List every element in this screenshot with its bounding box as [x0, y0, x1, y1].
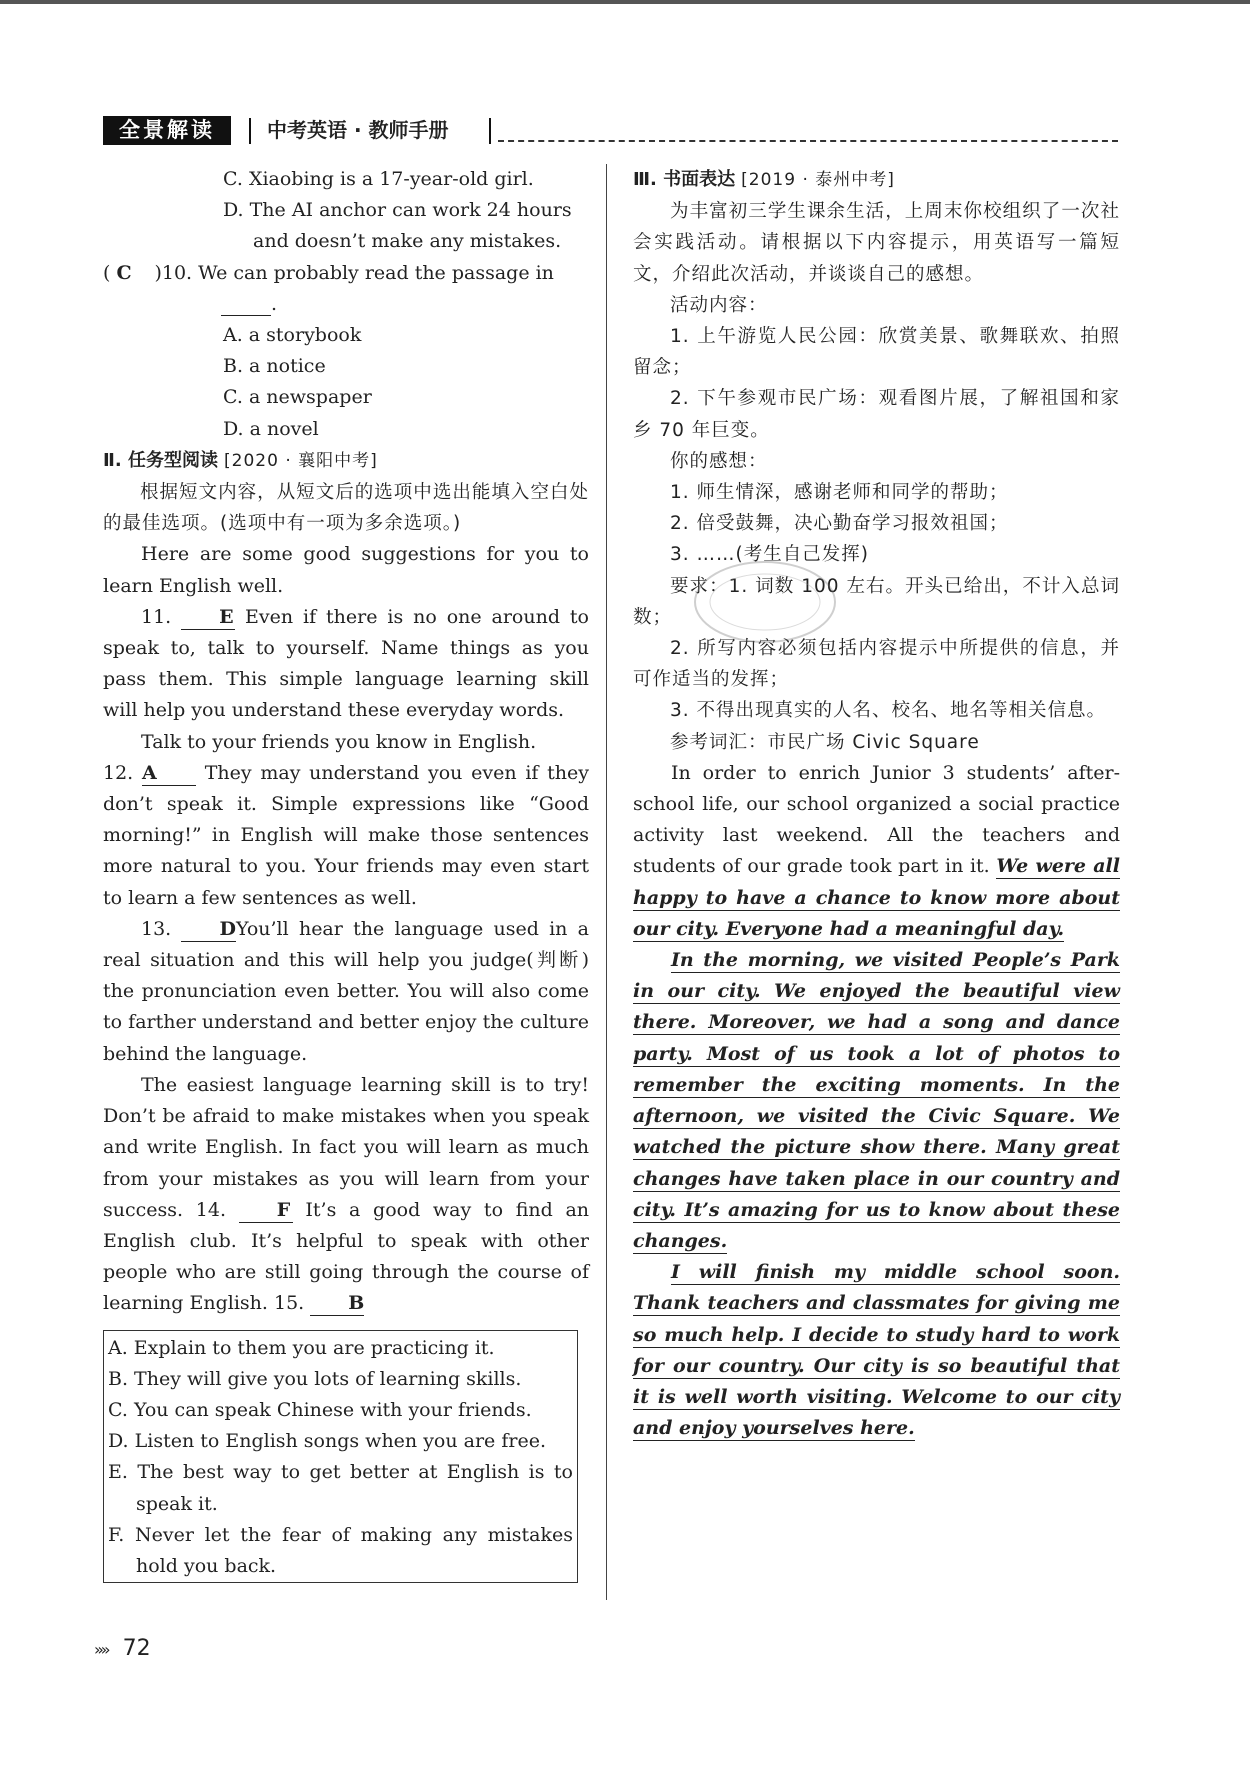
section2-title: Ⅱ. 任务型阅读 — [103, 449, 218, 471]
requirement-label: 要求： — [670, 575, 729, 597]
choice-b: B. They will give you lots of learning skills. — [108, 1367, 522, 1390]
choice-e: E. The best way to get better at English is to speak it. — [108, 1461, 573, 1515]
requirement-2: 2. 所写内容必须包括内容提示中所提供的信息，并可作适当的发挥； — [633, 638, 1120, 691]
requirement-3: 3. 不得出现真实的人名、校名、地名等相关信息。 — [670, 700, 1107, 722]
header-bar-right — [489, 118, 491, 144]
choice-d: D. Listen to English songs when you are free. — [108, 1430, 546, 1453]
q10-blank-tail: . — [271, 292, 278, 315]
essay-p2 — [633, 945, 1120, 1257]
column-divider — [606, 164, 607, 1600]
q10-option-b: B. a notice — [223, 355, 326, 378]
left-column — [103, 164, 589, 1583]
blank-15-num: 15. — [273, 1292, 305, 1315]
requirement-1-text: 1. 词数 100 左右。开头已给出，不计入总词数； — [633, 575, 1120, 628]
essay-p1-end: We were all happy to have a chance to know more about our city. Everyone had a meaningful day. — [633, 855, 1120, 940]
feeling-item-1: 1. 师生情深，感谢老师和同学的帮助； — [670, 482, 1009, 504]
section3-title: Ⅲ. 书面表达 — [633, 169, 736, 190]
q10-option-a: A. a storybook — [223, 324, 362, 347]
page-header — [103, 116, 1118, 148]
q9-option-d: D. The AI anchor can work 24 hours — [223, 199, 572, 222]
essay-p2-text: In the morning, we visited People’s Park in our city. We enjoyed the beautiful view there. Moreover, we had a song and dance party. Most of us took a lot of photos to remember the exciting moments. In the afternoon, we visited the Civic Square. We watched the picture show there. Many great changes have taken place in our country and city. It’s amazing for us to know about these changes. — [633, 949, 1120, 1252]
section2-heading — [103, 445, 589, 477]
q10-option-c: C. a newspaper — [223, 386, 372, 409]
q9-option-c: C. Xiaobing is a 17-year-old girl. — [223, 168, 534, 190]
q10-answer: C — [116, 261, 132, 284]
essay-p3-text: I will finish my middle school soon. Thank teachers and classmates for giving me so much help. I decide to study hard to work for our country. Our city is so beautiful that it is well worth visiting. Welcome to our city and enjoy yourselves here. — [633, 1261, 1120, 1440]
activity-item-2: 2. 下午参观市民广场：观看图片展，了解祖国和家乡 70 年巨变。 — [633, 388, 1120, 441]
header-title: 中考英语 · 教师手册 — [267, 118, 449, 142]
feeling-item-3: 3. ……(考生自己发挥) — [670, 544, 869, 566]
blank-14-answer: F — [239, 1198, 293, 1223]
section2-source: [2020 · 襄阳中考] — [224, 450, 378, 471]
essay-start: In order to enrich Junior 3 students’ after-school life, our school organized a social practice activity last weekend. All the teachers and students of our grade took part in it. — [633, 761, 1120, 878]
passage-p14-text-b: It’s a good way to find an English club. It’s helpful to speak with other people who are still going through the course of learning English. — [103, 1198, 590, 1315]
feeling-item-2: 2. 倍受鼓舞，决心勤奋学习报效祖国； — [670, 513, 1009, 535]
passage-p14-text-a: The easiest language learning skill is to try! Don’t be afraid to make mistakes when you speak and write English. In fact you will learn as much from your mistakes as you will learn from your success. — [103, 1073, 589, 1221]
blank-13-num: 13. — [141, 917, 172, 940]
q10-question — [103, 258, 589, 289]
essay-p3 — [633, 1257, 1120, 1444]
q10-paren: ( — [103, 261, 111, 284]
header-badge: 全景解读 — [103, 116, 231, 145]
section3-source: [2019 · 泰州中考] — [741, 170, 895, 190]
choice-f: F. Never let the fear of making any mistakes hold you back. — [108, 1523, 573, 1577]
blank-11-answer: E — [181, 605, 235, 630]
choice-c: C. You can speak Chinese with your friends. — [108, 1398, 532, 1421]
header-dashed-rule — [498, 140, 1118, 142]
footer-arrows-icon: »» — [94, 1640, 108, 1659]
passage-intro: Here are some good suggestions for you to learn English well. — [103, 543, 589, 597]
blank-14-num: 14. — [195, 1198, 226, 1221]
feeling-label: 你的感想： — [670, 450, 768, 472]
q10-option-d: D. a novel — [223, 417, 319, 440]
passage-p11 — [103, 602, 589, 727]
blank-12-answer: A — [142, 761, 196, 786]
header-bar-left — [249, 118, 251, 144]
q10-blank-line — [103, 289, 589, 320]
choice-a: A. Explain to them you are practicing it. — [108, 1336, 495, 1359]
passage-p13-text: You’ll hear the language used in a real situation and this will help you judge(判断) the pronunciation even better. You will also come to farther understand and better enjoy the culture behind the language. — [103, 917, 589, 1065]
passage-p14 — [103, 1070, 589, 1320]
choices-box — [103, 1330, 578, 1584]
passage-p12-lead: Talk to your friends you know in English. — [141, 730, 537, 753]
activity-item-1: 1. 上午游览人民公园：欣赏美景、歌舞联欢、拍照留念； — [633, 326, 1120, 379]
passage-p11-text: Even if there is no one around to speak to, talk to yourself. Name things as you pass them. This simple language learning skill will help you understand these everyday words. — [103, 605, 589, 722]
passage-p13 — [103, 914, 589, 1070]
q10-text: )10. We can probably read the passage in — [154, 261, 554, 284]
blank-13-answer: D — [181, 917, 235, 942]
writing-prompt: 为丰富初三学生课余生活，上周末你校组织了一次社会实践活动。请根据以下内容提示，用英语写一篇短文，介绍此次活动，并谈谈自己的感想。 — [633, 201, 1120, 285]
blank-12-num: 12. — [103, 761, 134, 784]
passage-p12-text: They may understand you even if they don’t speak it. Simple expressions like “Good morning!” in English will make those sentences more natural to you. Your friends may even start to learn a few sentences as well. — [103, 761, 590, 909]
page-number: 72 — [122, 1636, 151, 1661]
page-footer — [94, 1636, 151, 1661]
vocab-hint: 参考词汇：市民广场 Civic Square — [670, 731, 980, 753]
passage-p12 — [103, 758, 589, 914]
q9-option-d-cont: and doesn’t make any mistakes. — [253, 230, 562, 253]
essay-opening — [633, 758, 1120, 945]
right-column — [633, 164, 1120, 1444]
section3-heading — [633, 164, 1120, 196]
blank-15-answer: B — [310, 1291, 364, 1316]
top-rule — [0, 0, 1250, 4]
stamp-mark — [690, 555, 840, 650]
blank-11-num: 11. — [141, 605, 172, 628]
section2-instructions: 根据短文内容，从短文后的选项中选出能填入空白处的最佳选项。(选项中有一项为多余选项。) — [103, 482, 589, 535]
q10-blank — [221, 293, 271, 316]
activity-label: 活动内容： — [670, 294, 768, 316]
